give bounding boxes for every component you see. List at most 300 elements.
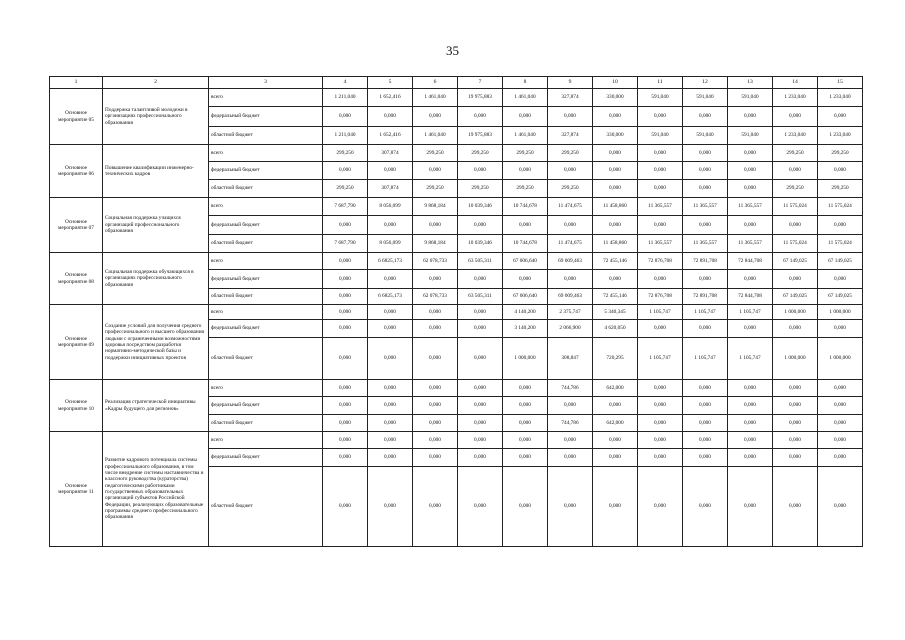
value-cell: 19 975,883 — [458, 89, 503, 107]
value-cell: 67 006,640 — [503, 289, 548, 305]
value-cell: 0,000 — [593, 270, 638, 289]
value-cell: 0,000 — [818, 162, 863, 180]
table-row — [50, 198, 863, 216]
value-cell: 62 078,733 — [413, 289, 458, 305]
value-cell: 1 105,747 — [638, 338, 683, 380]
value-cell: 0,000 — [638, 180, 683, 198]
funding-source: федеральный бюджет — [209, 216, 323, 235]
value-cell: 69 009,463 — [548, 253, 593, 270]
value-cell: 0,000 — [413, 216, 458, 235]
funding-source: областной бюджет — [209, 338, 323, 380]
value-cell: 0,000 — [458, 107, 503, 127]
funding-source: всего — [209, 305, 323, 320]
value-cell: 0,000 — [368, 320, 413, 338]
funding-source: всего — [209, 198, 323, 216]
funding-source: всего — [209, 380, 323, 397]
value-cell: 67 006,640 — [503, 253, 548, 270]
value-cell: 1 105,747 — [728, 338, 773, 380]
column-header: 4 — [323, 77, 368, 89]
value-cell: 0,000 — [458, 216, 503, 235]
table-row — [50, 305, 863, 320]
table-row — [50, 253, 863, 270]
value-cell: 0,000 — [323, 305, 368, 320]
value-cell: 10 744,678 — [503, 198, 548, 216]
value-cell: 0,000 — [638, 216, 683, 235]
value-cell: 591,040 — [638, 89, 683, 107]
measure-name: Основное мероприятие 08 — [50, 253, 103, 305]
table-row — [50, 145, 863, 162]
value-cell: 4 620,050 — [593, 320, 638, 338]
value-cell: 0,000 — [458, 270, 503, 289]
value-cell: 0,000 — [593, 216, 638, 235]
column-header: 1 — [50, 77, 103, 89]
value-cell: 0,000 — [413, 320, 458, 338]
value-cell: 1 105,747 — [728, 305, 773, 320]
measure-name: Основное мероприятие 11 — [50, 432, 103, 547]
value-cell: 744,786 — [548, 380, 593, 397]
value-cell: 0,000 — [323, 320, 368, 338]
value-cell: 0,000 — [818, 107, 863, 127]
value-cell: 62 078,733 — [413, 253, 458, 270]
value-cell: 0,000 — [413, 432, 458, 449]
value-cell: 1 000,000 — [773, 305, 818, 320]
value-cell: 0,000 — [323, 467, 368, 547]
value-cell: 0,000 — [728, 320, 773, 338]
value-cell: 0,000 — [773, 432, 818, 449]
value-cell: 0,000 — [773, 107, 818, 127]
value-cell: 0,000 — [413, 338, 458, 380]
value-cell: 10 039,346 — [458, 235, 503, 253]
value-cell: 11 365,557 — [683, 198, 728, 216]
value-cell: 72 844,708 — [728, 289, 773, 305]
value-cell: 0,000 — [683, 162, 728, 180]
value-cell: 0,000 — [368, 162, 413, 180]
budget-table — [49, 76, 863, 547]
value-cell: 0,000 — [818, 397, 863, 415]
value-cell: 11 458,860 — [593, 235, 638, 253]
value-cell: 0,000 — [773, 162, 818, 180]
value-cell: 67 149,025 — [818, 253, 863, 270]
value-cell: 1 652,416 — [368, 127, 413, 145]
funding-source: областной бюджет — [209, 415, 323, 432]
value-cell: 0,000 — [413, 449, 458, 467]
value-cell: 6 6825,173 — [368, 289, 413, 305]
value-cell: 299,250 — [503, 180, 548, 198]
value-cell: 0,000 — [728, 432, 773, 449]
value-cell: 299,250 — [458, 145, 503, 162]
value-cell: 0,000 — [368, 380, 413, 397]
value-cell: 0,000 — [773, 270, 818, 289]
column-header: 7 — [458, 77, 503, 89]
value-cell: 0,000 — [413, 380, 458, 397]
value-cell: 0,000 — [503, 270, 548, 289]
value-cell: 1 233,040 — [773, 89, 818, 107]
value-cell: 0,000 — [638, 449, 683, 467]
value-cell: 0,000 — [638, 107, 683, 127]
value-cell: 0,000 — [503, 216, 548, 235]
value-cell: 299,250 — [323, 145, 368, 162]
value-cell: 330,000 — [593, 89, 638, 107]
value-cell: 299,250 — [773, 180, 818, 198]
value-cell: 0,000 — [728, 467, 773, 547]
value-cell: 0,000 — [368, 338, 413, 380]
value-cell: 0,000 — [503, 449, 548, 467]
value-cell: 8 056,099 — [368, 235, 413, 253]
value-cell: 0,000 — [323, 289, 368, 305]
value-cell: 0,000 — [773, 380, 818, 397]
value-cell: 0,000 — [368, 107, 413, 127]
value-cell: 327,874 — [548, 127, 593, 145]
measure-name: Основное мероприятие 10 — [50, 380, 103, 432]
value-cell: 0,000 — [638, 380, 683, 397]
value-cell: 744,786 — [548, 415, 593, 432]
column-header: 8 — [503, 77, 548, 89]
value-cell: 0,000 — [548, 162, 593, 180]
funding-source: федеральный бюджет — [209, 320, 323, 338]
value-cell: 299,250 — [773, 145, 818, 162]
value-cell: 0,000 — [368, 467, 413, 547]
value-cell: 1 652,416 — [368, 89, 413, 107]
value-cell: 11 365,557 — [728, 198, 773, 216]
funding-source: федеральный бюджет — [209, 162, 323, 180]
value-cell: 0,000 — [503, 467, 548, 547]
value-cell: 8 056,099 — [368, 198, 413, 216]
value-cell: 0,000 — [413, 162, 458, 180]
value-cell: 11 575,024 — [773, 235, 818, 253]
value-cell: 11 575,024 — [818, 198, 863, 216]
value-cell: 0,000 — [458, 338, 503, 380]
value-cell: 0,000 — [683, 145, 728, 162]
value-cell: 720,295 — [593, 338, 638, 380]
value-cell: 0,000 — [503, 380, 548, 397]
value-cell: 327,874 — [548, 89, 593, 107]
value-cell: 0,000 — [368, 415, 413, 432]
value-cell: 2 066,900 — [548, 320, 593, 338]
value-cell: 11 365,557 — [638, 198, 683, 216]
value-cell: 67 149,025 — [818, 289, 863, 305]
value-cell: 0,000 — [818, 320, 863, 338]
value-cell: 0,000 — [728, 216, 773, 235]
value-cell: 0,000 — [773, 415, 818, 432]
value-cell: 0,000 — [683, 397, 728, 415]
measure-description: Реализация стратегической инициативы «Кадры будущего для регионов» — [103, 380, 209, 432]
value-cell: 0,000 — [728, 449, 773, 467]
value-cell: 0,000 — [638, 145, 683, 162]
funding-source: областной бюджет — [209, 180, 323, 198]
value-cell: 0,000 — [728, 270, 773, 289]
value-cell: 0,000 — [683, 270, 728, 289]
value-cell: 591,040 — [728, 127, 773, 145]
table-row — [50, 380, 863, 397]
value-cell: 0,000 — [593, 467, 638, 547]
value-cell: 19 975,883 — [458, 127, 503, 145]
value-cell: 330,000 — [593, 127, 638, 145]
measure-name: Основное мероприятие 07 — [50, 198, 103, 253]
value-cell: 0,000 — [458, 415, 503, 432]
value-cell: 6 6825,173 — [368, 253, 413, 270]
value-cell: 0,000 — [728, 145, 773, 162]
value-cell: 0,000 — [413, 467, 458, 547]
value-cell: 0,000 — [773, 449, 818, 467]
value-cell: 0,000 — [683, 380, 728, 397]
measure-description: Поддержка талантливой молодежи в организациях профессионального образования — [103, 89, 209, 145]
column-header: 2 — [103, 77, 209, 89]
column-header: 5 — [368, 77, 413, 89]
value-cell: 0,000 — [458, 449, 503, 467]
value-cell: 0,000 — [323, 449, 368, 467]
value-cell: 1 211,040 — [323, 89, 368, 107]
value-cell: 0,000 — [458, 305, 503, 320]
value-cell: 72 876,708 — [638, 253, 683, 270]
column-header: 3 — [209, 77, 323, 89]
value-cell: 0,000 — [638, 270, 683, 289]
value-cell: 63 505,311 — [458, 289, 503, 305]
value-cell: 0,000 — [728, 162, 773, 180]
value-cell: 0,000 — [458, 432, 503, 449]
value-cell: 0,000 — [683, 467, 728, 547]
value-cell: 11 575,024 — [773, 198, 818, 216]
value-cell: 0,000 — [728, 180, 773, 198]
value-cell: 0,000 — [593, 449, 638, 467]
value-cell: 0,000 — [323, 270, 368, 289]
value-cell: 0,000 — [728, 415, 773, 432]
value-cell: 0,000 — [548, 107, 593, 127]
column-header: 9 — [548, 77, 593, 89]
value-cell: 0,000 — [368, 305, 413, 320]
value-cell: 0,000 — [773, 467, 818, 547]
column-header: 10 — [593, 77, 638, 89]
value-cell: 299,250 — [413, 145, 458, 162]
funding-source: федеральный бюджет — [209, 449, 323, 467]
value-cell: 0,000 — [323, 380, 368, 397]
value-cell: 0,000 — [323, 162, 368, 180]
measure-name: Основное мероприятие 05 — [50, 89, 103, 145]
value-cell: 11 575,024 — [818, 235, 863, 253]
value-cell: 1 461,040 — [413, 89, 458, 107]
value-cell: 0,000 — [818, 467, 863, 547]
value-cell: 72 891,708 — [683, 253, 728, 270]
funding-source: областной бюджет — [209, 235, 323, 253]
funding-source: областной бюджет — [209, 127, 323, 145]
value-cell: 591,040 — [683, 127, 728, 145]
value-cell: 0,000 — [683, 320, 728, 338]
value-cell: 63 505,311 — [458, 253, 503, 270]
funding-source: всего — [209, 145, 323, 162]
value-cell: 1 233,040 — [818, 89, 863, 107]
value-cell: 9 868,184 — [413, 235, 458, 253]
column-header: 14 — [773, 77, 818, 89]
value-cell: 0,000 — [818, 432, 863, 449]
value-cell: 299,250 — [503, 145, 548, 162]
value-cell: 72 455,146 — [593, 253, 638, 270]
value-cell: 0,000 — [638, 397, 683, 415]
value-cell: 591,040 — [728, 89, 773, 107]
funding-source: областной бюджет — [209, 467, 323, 547]
value-cell: 1 000,000 — [503, 338, 548, 380]
value-cell: 0,000 — [818, 415, 863, 432]
value-cell: 0,000 — [773, 397, 818, 415]
value-cell: 0,000 — [683, 180, 728, 198]
value-cell: 0,000 — [683, 107, 728, 127]
value-cell: 0,000 — [818, 449, 863, 467]
value-cell: 0,000 — [593, 432, 638, 449]
value-cell: 0,000 — [548, 449, 593, 467]
measure-name: Основное мероприятие 06 — [50, 145, 103, 198]
column-header: 12 — [683, 77, 728, 89]
column-header: 13 — [728, 77, 773, 89]
value-cell: 0,000 — [458, 320, 503, 338]
value-cell: 7 687,790 — [323, 235, 368, 253]
value-cell: 0,000 — [503, 432, 548, 449]
value-cell: 0,000 — [368, 432, 413, 449]
value-cell: 0,000 — [413, 270, 458, 289]
value-cell: 0,000 — [368, 397, 413, 415]
funding-source: федеральный бюджет — [209, 270, 323, 289]
value-cell: 72 455,146 — [593, 289, 638, 305]
value-cell: 299,250 — [323, 180, 368, 198]
value-cell: 299,250 — [413, 180, 458, 198]
value-cell: 1 105,747 — [683, 338, 728, 380]
value-cell: 0,000 — [728, 397, 773, 415]
value-cell: 0,000 — [413, 415, 458, 432]
value-cell: 1 461,040 — [413, 127, 458, 145]
value-cell: 72 844,708 — [728, 253, 773, 270]
value-cell: 0,000 — [638, 415, 683, 432]
value-cell: 0,000 — [503, 107, 548, 127]
column-header: 6 — [413, 77, 458, 89]
value-cell: 1 233,040 — [818, 127, 863, 145]
value-cell: 0,000 — [323, 432, 368, 449]
value-cell: 67 149,025 — [773, 253, 818, 270]
value-cell: 1 211,040 — [323, 127, 368, 145]
value-cell: 10 039,346 — [458, 198, 503, 216]
table-row — [50, 432, 863, 449]
value-cell: 0,000 — [368, 270, 413, 289]
value-cell: 299,250 — [548, 145, 593, 162]
value-cell: 0,000 — [413, 107, 458, 127]
value-cell: 7 687,790 — [323, 198, 368, 216]
table-row — [50, 89, 863, 107]
value-cell: 0,000 — [638, 432, 683, 449]
value-cell: 2 375,747 — [548, 305, 593, 320]
value-cell: 0,000 — [458, 162, 503, 180]
page-number: 35 — [446, 43, 459, 58]
value-cell: 0,000 — [503, 162, 548, 180]
value-cell: 0,000 — [503, 415, 548, 432]
value-cell: 0,000 — [638, 467, 683, 547]
value-cell: 0,000 — [323, 415, 368, 432]
value-cell: 0,000 — [458, 397, 503, 415]
value-cell: 1 105,747 — [638, 305, 683, 320]
value-cell: 299,250 — [548, 180, 593, 198]
value-cell: 1 461,040 — [503, 89, 548, 107]
value-cell: 0,000 — [638, 320, 683, 338]
measure-description: Повышение квалификации инженерно- технических кадров — [103, 145, 209, 198]
value-cell: 0,000 — [413, 397, 458, 415]
value-cell: 0,000 — [638, 162, 683, 180]
funding-source: всего — [209, 89, 323, 107]
value-cell: 0,000 — [593, 145, 638, 162]
value-cell: 0,000 — [818, 216, 863, 235]
value-cell: 0,000 — [593, 397, 638, 415]
value-cell: 0,000 — [548, 467, 593, 547]
header-row — [50, 77, 863, 89]
value-cell: 0,000 — [818, 270, 863, 289]
value-cell: 0,000 — [503, 397, 548, 415]
value-cell: 0,000 — [728, 107, 773, 127]
value-cell: 0,000 — [683, 449, 728, 467]
value-cell: 307,874 — [368, 145, 413, 162]
value-cell: 0,000 — [548, 216, 593, 235]
value-cell: 0,000 — [323, 338, 368, 380]
value-cell: 642,000 — [593, 380, 638, 397]
value-cell: 299,250 — [818, 180, 863, 198]
column-header: 15 — [818, 77, 863, 89]
value-cell: 0,000 — [323, 107, 368, 127]
value-cell: 591,040 — [638, 127, 683, 145]
value-cell: 0,000 — [458, 467, 503, 547]
value-cell: 0,000 — [773, 320, 818, 338]
value-cell: 72 891,708 — [683, 289, 728, 305]
funding-source: всего — [209, 253, 323, 270]
value-cell: 11 458,860 — [593, 198, 638, 216]
measure-description: Социальная поддержка учащихся организаций профессионального образования — [103, 198, 209, 253]
value-cell: 11 365,557 — [728, 235, 773, 253]
value-cell: 0,000 — [593, 180, 638, 198]
value-cell: 0,000 — [323, 216, 368, 235]
value-cell: 0,000 — [593, 162, 638, 180]
funding-source: федеральный бюджет — [209, 397, 323, 415]
value-cell: 1 461,040 — [503, 127, 548, 145]
value-cell: 69 009,463 — [548, 289, 593, 305]
value-cell: 11 365,557 — [683, 235, 728, 253]
value-cell: 642,000 — [593, 415, 638, 432]
value-cell: 0,000 — [548, 270, 593, 289]
measure-description: Создание условий для получения среднего профессионального и высшего образования людьми с ограниченными возможностями здоровья посредством разработки нормативно-методической базы и поддержки инициативных проектов — [103, 305, 209, 380]
value-cell: 5 340,345 — [593, 305, 638, 320]
value-cell: 0,000 — [773, 216, 818, 235]
value-cell: 299,250 — [818, 145, 863, 162]
value-cell: 1 000,000 — [818, 305, 863, 320]
funding-source: всего — [209, 432, 323, 449]
value-cell: 11 365,557 — [638, 235, 683, 253]
value-cell: 11 474,675 — [548, 198, 593, 216]
value-cell: 3 140,200 — [503, 320, 548, 338]
value-cell: 9 868,184 — [413, 198, 458, 216]
measure-name: Основное мероприятие 09 — [50, 305, 103, 380]
value-cell: 10 744,678 — [503, 235, 548, 253]
value-cell: 0,000 — [683, 216, 728, 235]
value-cell: 299,250 — [458, 180, 503, 198]
value-cell: 591,040 — [683, 89, 728, 107]
value-cell: 67 149,025 — [773, 289, 818, 305]
value-cell: 1 233,040 — [773, 127, 818, 145]
value-cell: 4 140,200 — [503, 305, 548, 320]
value-cell: 0,000 — [368, 449, 413, 467]
value-cell: 0,000 — [458, 380, 503, 397]
value-cell: 1 105,747 — [683, 305, 728, 320]
measure-description: Развитие кадрового потенциала системы профессионального образования, в том числе внедрение системы наставничества и классного руководства (кураторства) педагогическими работниками государственных образовательных организаций субъектов Российской Федерации, реализующих образовательные программы среднего профессионального образования — [103, 432, 209, 547]
value-cell: 0,000 — [593, 107, 638, 127]
value-cell: 308,847 — [548, 338, 593, 380]
value-cell: 72 876,708 — [638, 289, 683, 305]
funding-source: федеральный бюджет — [209, 107, 323, 127]
measure-description: Социальная поддержка обучающихся в организациях профессионального образования — [103, 253, 209, 305]
value-cell: 0,000 — [683, 415, 728, 432]
value-cell: 0,000 — [368, 216, 413, 235]
column-header: 11 — [638, 77, 683, 89]
value-cell: 1 000,000 — [818, 338, 863, 380]
